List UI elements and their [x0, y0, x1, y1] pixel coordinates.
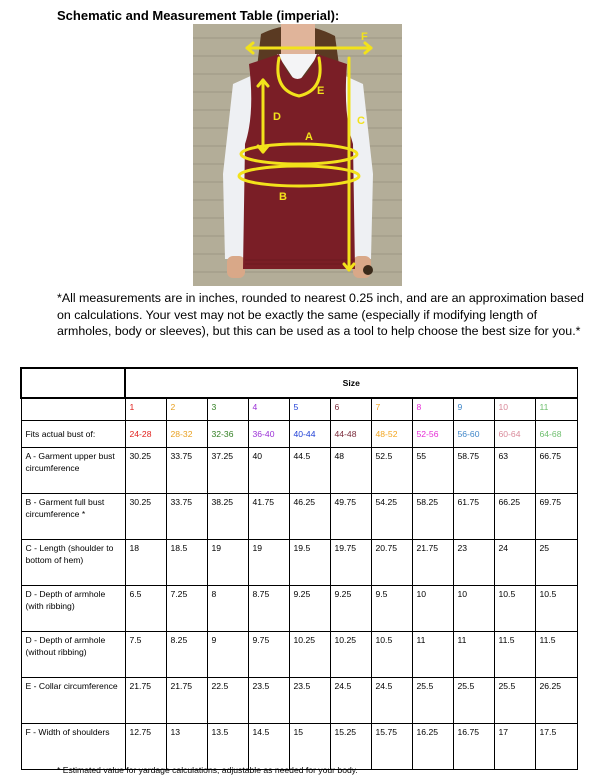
measurement-cell: 58.25 — [412, 494, 453, 540]
table-row — [21, 494, 577, 540]
table-row — [21, 586, 577, 632]
fits-value: 36-40 — [248, 421, 289, 448]
measurement-cell: 15.75 — [371, 724, 412, 770]
measurement-cell: 19 — [248, 540, 289, 586]
measurement-cell: 26.25 — [535, 678, 577, 724]
measurement-cell: 25 — [535, 540, 577, 586]
measurement-cell: 20.75 — [371, 540, 412, 586]
measurement-cell: 18.5 — [166, 540, 207, 586]
size-label: 5 — [289, 398, 330, 421]
fits-value: 52-56 — [412, 421, 453, 448]
measurement-cell: 19.5 — [289, 540, 330, 586]
measurement-cell: 24.5 — [330, 678, 371, 724]
measurement-cell: 9.25 — [330, 586, 371, 632]
size-label: 8 — [412, 398, 453, 421]
fits-value: 24-28 — [125, 421, 166, 448]
measurement-cell: 10.25 — [289, 632, 330, 678]
fits-value: 56-60 — [453, 421, 494, 448]
label-d: D — [273, 111, 281, 123]
fits-value: 40-44 — [289, 421, 330, 448]
row-label: D - Depth of armhole (with ribbing) — [21, 586, 125, 632]
measurement-cell: 25.5 — [494, 678, 535, 724]
fits-value: 48-52 — [371, 421, 412, 448]
measurement-cell: 37.25 — [207, 448, 248, 494]
measurement-cell: 7.25 — [166, 586, 207, 632]
measurement-note: *All measurements are in inches, rounded to nearest 0.25 inch, and are an approximation based on calculations. Your vest may not be exactly the same (especially if modifying length of armholes, body or sleeves), but this can be used as a tool to help choose the best size for you.* — [57, 291, 584, 338]
label-c: C — [357, 115, 365, 127]
measurement-cell: 66.75 — [535, 448, 577, 494]
measurement-cell: 13 — [166, 724, 207, 770]
size-header: Size — [125, 368, 577, 398]
label-b: B — [279, 191, 287, 203]
measurement-cell: 46.25 — [289, 494, 330, 540]
label-a: A — [305, 131, 313, 143]
measurement-cell: 44.5 — [289, 448, 330, 494]
measurement-cell: 13.5 — [207, 724, 248, 770]
measurement-cell: 10.25 — [330, 632, 371, 678]
measurement-cell: 9.5 — [371, 586, 412, 632]
size-label: 6 — [330, 398, 371, 421]
measurement-cell: 10.5 — [535, 586, 577, 632]
measurement-cell: 55 — [412, 448, 453, 494]
label-f: F — [361, 31, 368, 43]
page-title: Schematic and Measurement Table (imperial): — [57, 8, 340, 23]
measurement-cell: 24 — [494, 540, 535, 586]
measurement-cell: 30.25 — [125, 494, 166, 540]
size-label: 9 — [453, 398, 494, 421]
measurement-cell: 9.75 — [248, 632, 289, 678]
measurement-cell: 33.75 — [166, 494, 207, 540]
row-label: D - Depth of armhole (without ribbing) — [21, 632, 125, 678]
row-label: F - Width of shoulders — [21, 724, 125, 770]
measurement-cell: 40 — [248, 448, 289, 494]
table-row — [21, 678, 577, 724]
measurement-cell: 19.75 — [330, 540, 371, 586]
size-label: 3 — [207, 398, 248, 421]
measurement-cell: 8 — [207, 586, 248, 632]
table-row — [21, 632, 577, 678]
size-label: 11 — [535, 398, 577, 421]
row-label: E - Collar circumference — [21, 678, 125, 724]
measurement-cell: 11 — [412, 632, 453, 678]
measurement-cell: 9 — [207, 632, 248, 678]
measurement-cell: 33.75 — [166, 448, 207, 494]
measurement-cell: 61.75 — [453, 494, 494, 540]
size-label: 7 — [371, 398, 412, 421]
measurement-cell: 11.5 — [494, 632, 535, 678]
measurement-cell: 16.25 — [412, 724, 453, 770]
measurement-cell: 25.5 — [412, 678, 453, 724]
table-row — [21, 448, 577, 494]
measurement-cell: 8.75 — [248, 586, 289, 632]
measurement-cell: 25.5 — [453, 678, 494, 724]
measurement-cell: 19 — [207, 540, 248, 586]
measurement-cell: 63 — [494, 448, 535, 494]
measurement-cell: 14.5 — [248, 724, 289, 770]
measurement-cell: 8.25 — [166, 632, 207, 678]
measurement-cell: 21.75 — [166, 678, 207, 724]
blank-cell — [21, 398, 125, 421]
row-label: C - Length (shoulder to bottom of hem) — [21, 540, 125, 586]
measurement-cell: 7.5 — [125, 632, 166, 678]
measurement-cell: 21.75 — [125, 678, 166, 724]
fits-value: 64-68 — [535, 421, 577, 448]
vest-schematic-image — [193, 24, 402, 286]
measurement-table — [20, 367, 578, 770]
measurement-cell: 24.5 — [371, 678, 412, 724]
fits-value: 28-32 — [166, 421, 207, 448]
row-label: B - Garment full bust circumference * — [21, 494, 125, 540]
size-label: 2 — [166, 398, 207, 421]
measurement-cell: 10.5 — [371, 632, 412, 678]
measurement-cell: 15.25 — [330, 724, 371, 770]
schematic-photo — [193, 24, 402, 286]
measurement-cell: 17 — [494, 724, 535, 770]
fits-label: Fits actual bust of: — [21, 421, 125, 448]
measurement-cell: 16.75 — [453, 724, 494, 770]
fits-value: 44-48 — [330, 421, 371, 448]
fits-value: 60-64 — [494, 421, 535, 448]
measurement-cell: 30.25 — [125, 448, 166, 494]
size-label: 10 — [494, 398, 535, 421]
fits-value: 32-36 — [207, 421, 248, 448]
measurement-cell: 10.5 — [494, 586, 535, 632]
measurement-cell: 58.75 — [453, 448, 494, 494]
measurement-cell: 66.25 — [494, 494, 535, 540]
label-e: E — [317, 85, 325, 97]
measurement-cell: 23.5 — [289, 678, 330, 724]
measurement-cell: 12.75 — [125, 724, 166, 770]
measurement-cell: 10 — [453, 586, 494, 632]
measurement-cell: 23 — [453, 540, 494, 586]
measurement-cell: 23.5 — [248, 678, 289, 724]
measurement-cell: 17.5 — [535, 724, 577, 770]
measurement-cell: 10 — [412, 586, 453, 632]
measurement-cell: 38.25 — [207, 494, 248, 540]
measurement-cell: 49.75 — [330, 494, 371, 540]
table-row — [21, 724, 577, 770]
measurement-cell: 52.5 — [371, 448, 412, 494]
corner-cell — [21, 368, 125, 398]
measurement-cell: 48 — [330, 448, 371, 494]
measurement-cell: 22.5 — [207, 678, 248, 724]
measurement-cell: 6.5 — [125, 586, 166, 632]
measurement-cell: 11 — [453, 632, 494, 678]
row-label: A - Garment upper bust circumference — [21, 448, 125, 494]
measurement-cell: 69.75 — [535, 494, 577, 540]
measurement-cell: 18 — [125, 540, 166, 586]
measurement-cell: 54.25 — [371, 494, 412, 540]
measurement-cell: 11.5 — [535, 632, 577, 678]
size-label: 4 — [248, 398, 289, 421]
table-row — [21, 540, 577, 586]
measurement-cell: 9.25 — [289, 586, 330, 632]
measurement-cell: 41.75 — [248, 494, 289, 540]
measurement-cell: 21.75 — [412, 540, 453, 586]
footnote: * Estimated value for yardage calculations, adjustable as needed for your body. — [57, 765, 358, 775]
measurement-cell: 15 — [289, 724, 330, 770]
size-label: 1 — [125, 398, 166, 421]
